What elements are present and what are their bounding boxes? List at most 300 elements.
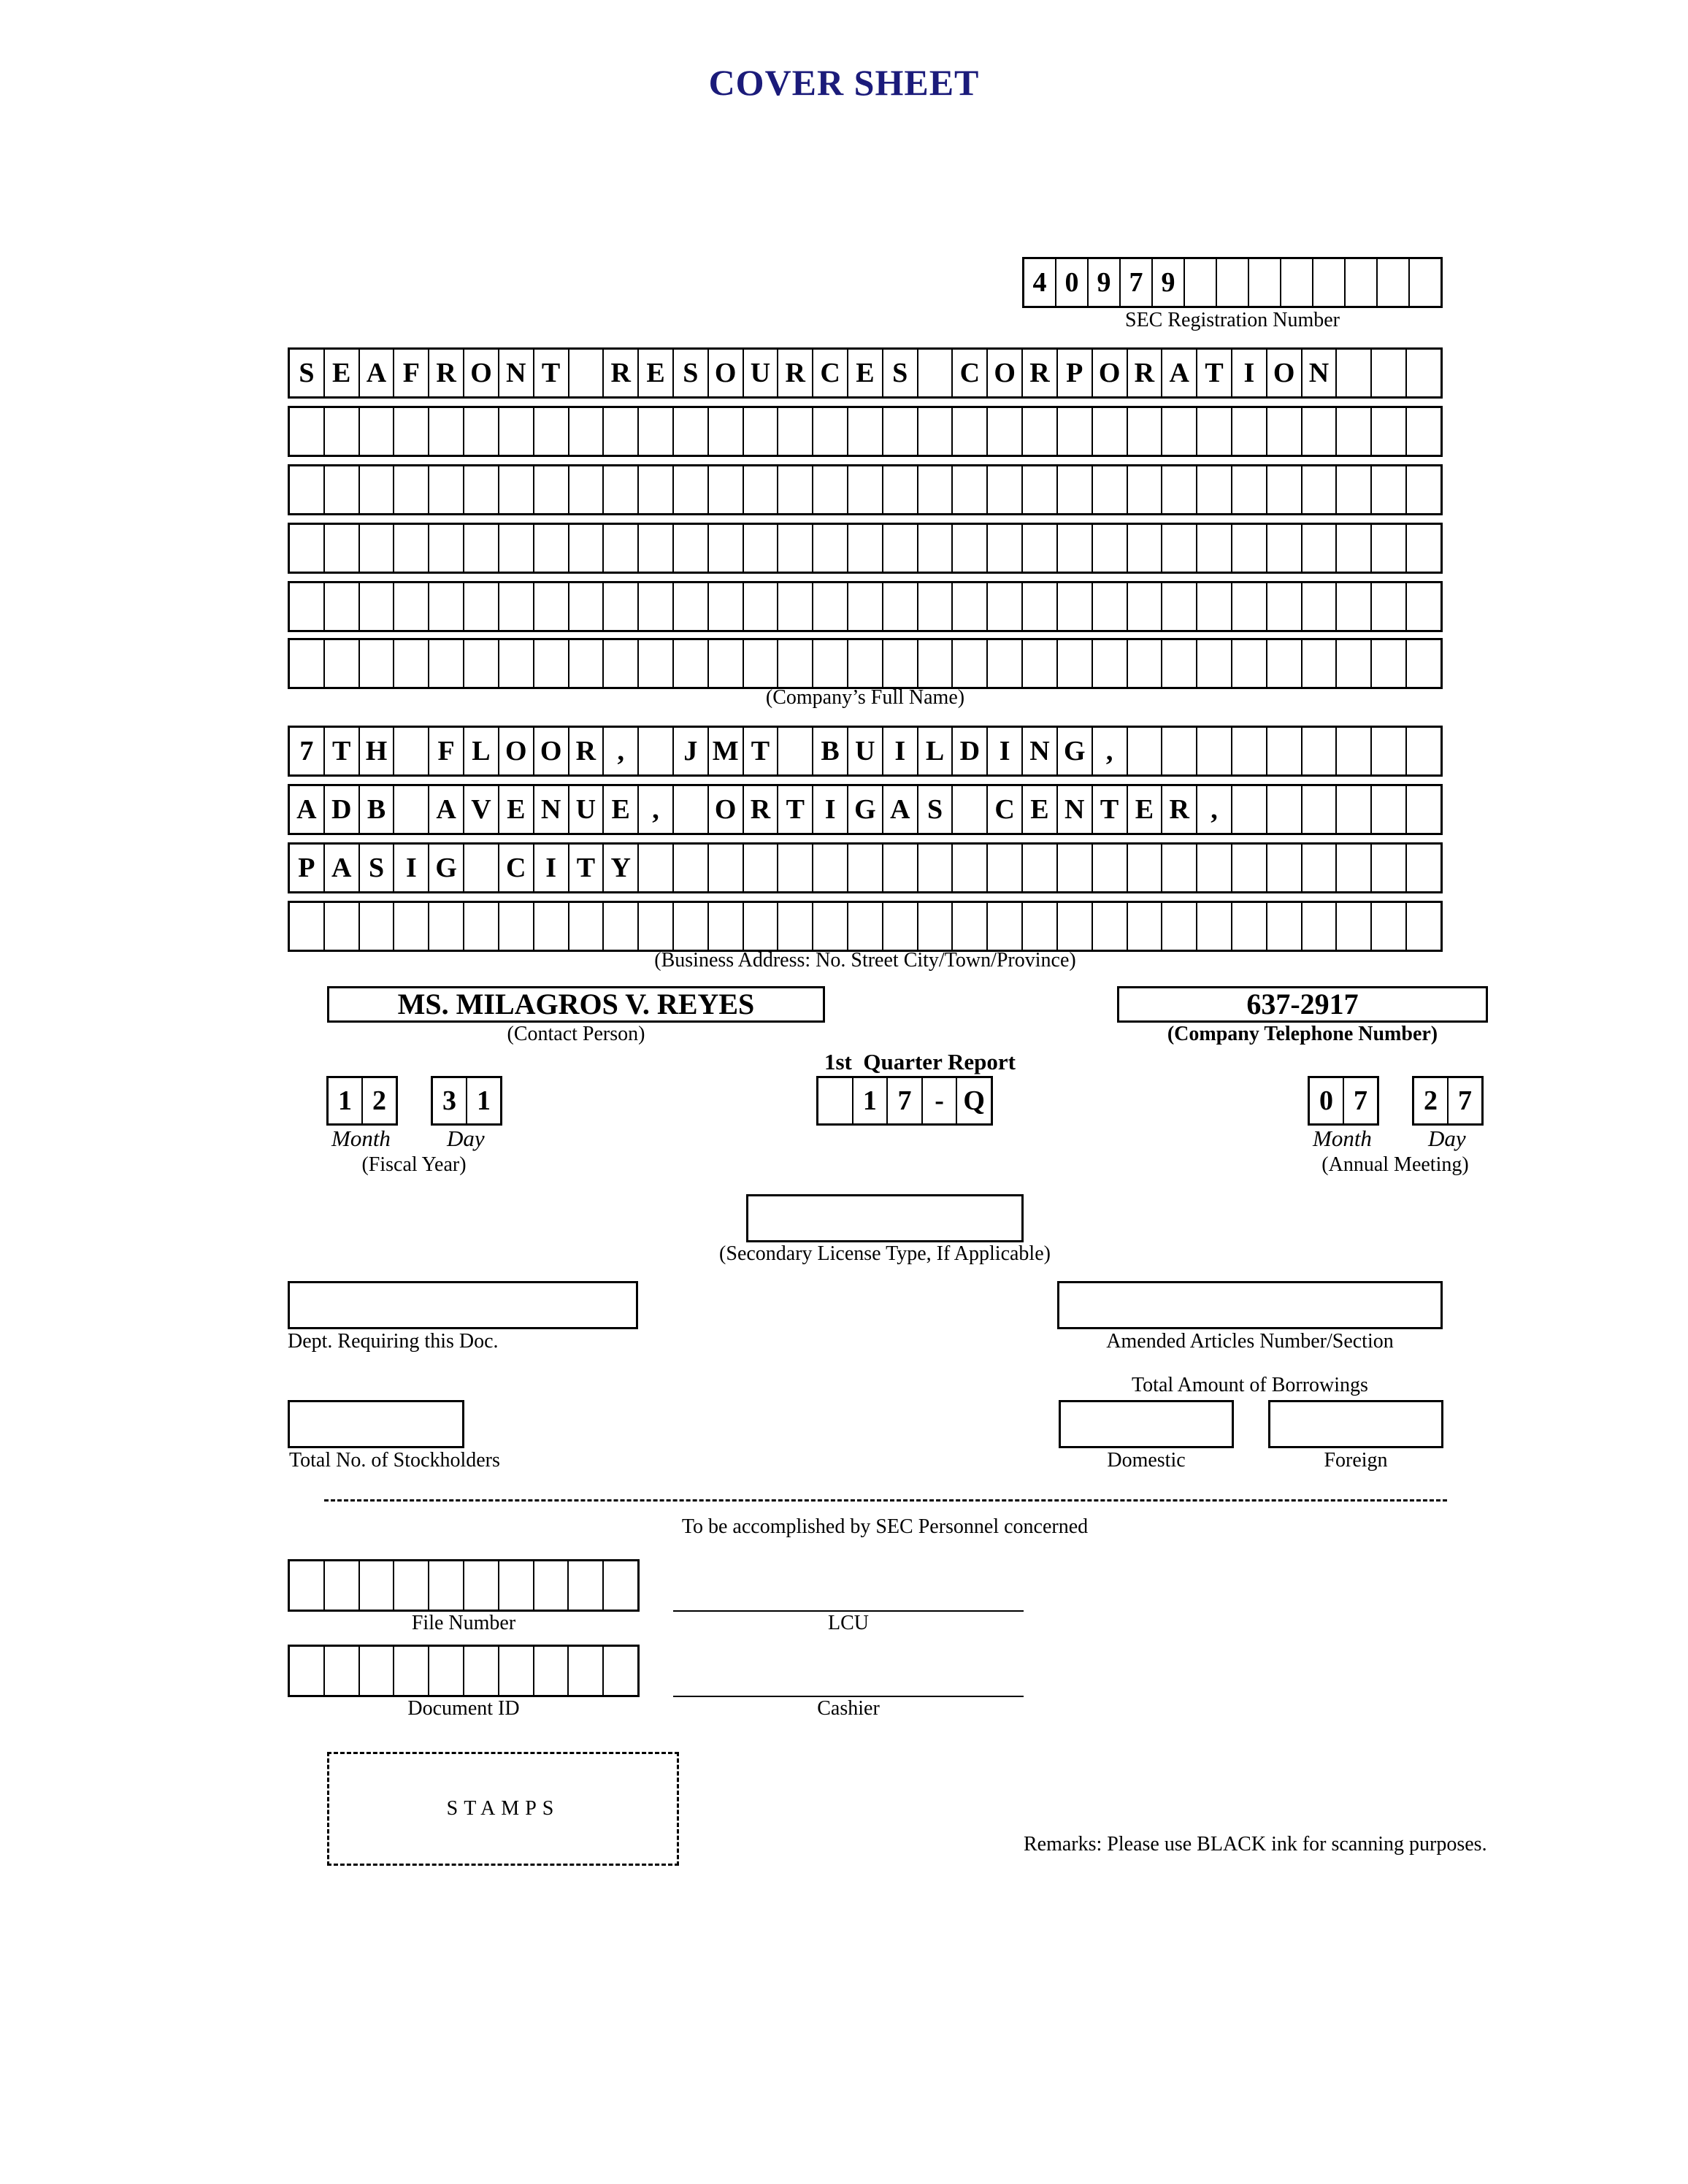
- company-name-char-cell[interactable]: [1372, 525, 1407, 572]
- company-name-char-cell[interactable]: [604, 408, 639, 455]
- company-name-char-cell[interactable]: [813, 408, 848, 455]
- document-id-cell[interactable]: [429, 1647, 464, 1695]
- company-name-char-cell[interactable]: [1267, 640, 1303, 687]
- sec-digit-cell[interactable]: [1249, 259, 1281, 306]
- address-char-cell[interactable]: U: [848, 728, 883, 774]
- address-char-cell[interactable]: D: [953, 728, 988, 774]
- company-name-char-cell[interactable]: [1303, 408, 1338, 455]
- address-char-cell[interactable]: [744, 903, 779, 950]
- address-char-cell[interactable]: [848, 903, 883, 950]
- address-row[interactable]: [288, 784, 1443, 835]
- company-name-char-cell[interactable]: [569, 525, 605, 572]
- company-name-char-cell[interactable]: [1058, 408, 1093, 455]
- address-char-cell[interactable]: [674, 786, 709, 833]
- company-name-char-cell[interactable]: [290, 583, 325, 630]
- company-name-char-cell[interactable]: [534, 583, 569, 630]
- address-char-cell[interactable]: N: [1058, 786, 1093, 833]
- company-name-char-cell[interactable]: [290, 640, 325, 687]
- company-name-char-cell[interactable]: [988, 466, 1023, 513]
- sec-digit-cell[interactable]: [1217, 259, 1249, 306]
- address-char-cell[interactable]: N: [534, 786, 569, 833]
- address-char-cell[interactable]: [1407, 845, 1440, 891]
- address-char-cell[interactable]: [674, 903, 709, 950]
- address-char-cell[interactable]: U: [569, 786, 605, 833]
- file-number-cell[interactable]: [464, 1561, 499, 1610]
- address-char-cell[interactable]: G: [848, 786, 883, 833]
- company-name-char-cell[interactable]: [1023, 466, 1058, 513]
- address-char-cell[interactable]: T: [569, 845, 605, 891]
- company-name-char-cell[interactable]: S: [674, 350, 709, 396]
- company-name-char-cell[interactable]: [639, 408, 674, 455]
- address-char-cell[interactable]: N: [1023, 728, 1058, 774]
- company-name-char-cell[interactable]: [1197, 408, 1232, 455]
- company-name-char-cell[interactable]: [1232, 408, 1267, 455]
- address-char-cell[interactable]: E: [604, 786, 639, 833]
- company-name-char-cell[interactable]: [813, 640, 848, 687]
- file-number-cell[interactable]: [534, 1561, 569, 1610]
- secondary-license-field[interactable]: [746, 1194, 1024, 1242]
- address-char-cell[interactable]: [1023, 903, 1058, 950]
- sec-digit-cell[interactable]: 7: [1121, 259, 1153, 306]
- company-name-char-cell[interactable]: [1372, 583, 1407, 630]
- company-name-char-cell[interactable]: [953, 525, 988, 572]
- company-name-char-cell[interactable]: [1267, 583, 1303, 630]
- company-name-char-cell[interactable]: [1128, 640, 1163, 687]
- document-id-cell[interactable]: [360, 1647, 395, 1695]
- company-name-char-cell[interactable]: [639, 583, 674, 630]
- sec-digit-cell[interactable]: [1378, 259, 1410, 306]
- company-name-char-cell[interactable]: [988, 408, 1023, 455]
- company-name-char-cell[interactable]: F: [394, 350, 429, 396]
- company-name-char-cell[interactable]: [569, 350, 605, 396]
- address-char-cell[interactable]: R: [569, 728, 605, 774]
- company-name-char-cell[interactable]: O: [1093, 350, 1128, 396]
- company-name-char-cell[interactable]: N: [499, 350, 534, 396]
- address-char-cell[interactable]: [709, 903, 744, 950]
- company-name-char-cell[interactable]: [325, 466, 360, 513]
- company-name-char-cell[interactable]: [534, 640, 569, 687]
- digit-cell[interactable]: 7: [1354, 1085, 1367, 1116]
- address-char-cell[interactable]: J: [674, 728, 709, 774]
- company-name-char-cell[interactable]: [744, 408, 779, 455]
- company-name-char-cell[interactable]: [290, 408, 325, 455]
- company-name-char-cell[interactable]: [604, 525, 639, 572]
- company-name-char-cell[interactable]: [499, 525, 534, 572]
- address-char-cell[interactable]: [1232, 903, 1267, 950]
- document-id-cell[interactable]: [534, 1647, 569, 1695]
- digit-cell[interactable]: 2: [1414, 1078, 1449, 1123]
- company-name-char-cell[interactable]: [883, 640, 918, 687]
- company-name-char-cell[interactable]: [918, 350, 954, 396]
- address-char-cell[interactable]: [883, 903, 918, 950]
- company-name-char-cell[interactable]: E: [639, 350, 674, 396]
- company-name-char-cell[interactable]: [953, 583, 988, 630]
- company-name-char-cell[interactable]: [1232, 640, 1267, 687]
- company-name-char-cell[interactable]: [569, 408, 605, 455]
- address-char-cell[interactable]: ,: [604, 728, 639, 774]
- document-id-cell[interactable]: [290, 1647, 325, 1695]
- annual-meeting-day-grid[interactable]: [1412, 1076, 1484, 1126]
- address-char-cell[interactable]: ,: [1093, 728, 1128, 774]
- company-name-char-cell[interactable]: [1303, 583, 1338, 630]
- digit-cell[interactable]: 0: [1310, 1078, 1344, 1123]
- company-name-char-cell[interactable]: R: [1023, 350, 1058, 396]
- fiscal-year-day-grid[interactable]: [431, 1076, 502, 1126]
- company-name-char-cell[interactable]: [883, 466, 918, 513]
- company-name-char-cell[interactable]: [813, 525, 848, 572]
- address-char-cell[interactable]: [1128, 903, 1163, 950]
- digit-cell[interactable]: 2: [372, 1085, 386, 1116]
- digit-cell[interactable]: 3: [433, 1078, 467, 1123]
- company-name-char-cell[interactable]: I: [1232, 350, 1267, 396]
- address-char-cell[interactable]: [1197, 845, 1232, 891]
- company-name-char-cell[interactable]: [1372, 408, 1407, 455]
- company-name-row[interactable]: [288, 581, 1443, 632]
- company-name-char-cell[interactable]: [604, 640, 639, 687]
- company-name-char-cell[interactable]: O: [464, 350, 499, 396]
- sec-digit-cell[interactable]: 9: [1153, 259, 1185, 306]
- address-char-cell[interactable]: R: [1162, 786, 1197, 833]
- address-char-cell[interactable]: [429, 903, 464, 950]
- address-char-cell[interactable]: 7: [290, 728, 325, 774]
- company-name-char-cell[interactable]: [1372, 350, 1407, 396]
- company-name-char-cell[interactable]: [1337, 408, 1372, 455]
- company-name-char-cell[interactable]: [1058, 583, 1093, 630]
- sec-digit-cell[interactable]: 9: [1089, 259, 1121, 306]
- address-char-cell[interactable]: [988, 845, 1023, 891]
- file-number-cell[interactable]: [360, 1561, 395, 1610]
- company-name-char-cell[interactable]: O: [709, 350, 744, 396]
- annual-meeting-month-grid[interactable]: [1308, 1076, 1379, 1126]
- company-name-char-cell[interactable]: [290, 525, 325, 572]
- company-name-char-cell[interactable]: [1407, 466, 1440, 513]
- company-name-char-cell[interactable]: [464, 525, 499, 572]
- company-name-char-cell[interactable]: [778, 466, 813, 513]
- company-name-char-cell[interactable]: [1197, 640, 1232, 687]
- company-name-char-cell[interactable]: [534, 408, 569, 455]
- company-name-char-cell[interactable]: [918, 525, 954, 572]
- company-name-char-cell[interactable]: [394, 408, 429, 455]
- address-char-cell[interactable]: T: [778, 786, 813, 833]
- address-char-cell[interactable]: R: [744, 786, 779, 833]
- company-name-char-cell[interactable]: [325, 640, 360, 687]
- address-char-cell[interactable]: [360, 903, 395, 950]
- stockholders-field[interactable]: [288, 1400, 464, 1448]
- digit-cell[interactable]: 1: [329, 1078, 363, 1123]
- domestic-field[interactable]: [1059, 1400, 1234, 1448]
- address-char-cell[interactable]: [1093, 903, 1128, 950]
- company-name-char-cell[interactable]: [325, 525, 360, 572]
- address-char-cell[interactable]: [1337, 903, 1372, 950]
- address-char-cell[interactable]: [1197, 903, 1232, 950]
- address-char-cell[interactable]: [918, 845, 954, 891]
- company-name-char-cell[interactable]: [1337, 466, 1372, 513]
- company-name-char-cell[interactable]: [813, 466, 848, 513]
- company-name-char-cell[interactable]: [709, 525, 744, 572]
- company-name-row[interactable]: [288, 523, 1443, 574]
- address-char-cell[interactable]: E: [499, 786, 534, 833]
- address-char-cell[interactable]: Y: [604, 845, 639, 891]
- address-char-cell[interactable]: [778, 845, 813, 891]
- company-name-char-cell[interactable]: [918, 408, 954, 455]
- company-name-char-cell[interactable]: [360, 408, 395, 455]
- form-type-grid[interactable]: [816, 1076, 993, 1126]
- fiscal-year-month-grid[interactable]: [326, 1076, 398, 1126]
- address-char-cell[interactable]: H: [360, 728, 395, 774]
- company-name-char-cell[interactable]: [1267, 525, 1303, 572]
- company-name-char-cell[interactable]: [464, 583, 499, 630]
- address-char-cell[interactable]: C: [499, 845, 534, 891]
- address-char-cell[interactable]: I: [988, 728, 1023, 774]
- company-name-char-cell[interactable]: [674, 466, 709, 513]
- file-number-cell[interactable]: [325, 1561, 360, 1610]
- telephone-field[interactable]: 637-2917: [1117, 986, 1488, 1023]
- address-char-cell[interactable]: [1128, 728, 1163, 774]
- company-name-char-cell[interactable]: [499, 408, 534, 455]
- company-name-char-cell[interactable]: R: [1128, 350, 1163, 396]
- company-name-char-cell[interactable]: [499, 583, 534, 630]
- company-name-char-cell[interactable]: C: [813, 350, 848, 396]
- address-char-cell[interactable]: I: [813, 786, 848, 833]
- company-name-char-cell[interactable]: [1197, 466, 1232, 513]
- company-name-char-cell[interactable]: [1337, 583, 1372, 630]
- digit-cell[interactable]: 1: [477, 1085, 491, 1116]
- address-char-cell[interactable]: C: [988, 786, 1023, 833]
- company-name-char-cell[interactable]: [360, 583, 395, 630]
- company-name-char-cell[interactable]: [360, 466, 395, 513]
- company-name-char-cell[interactable]: [604, 466, 639, 513]
- address-char-cell[interactable]: [1303, 845, 1338, 891]
- document-id-cell[interactable]: [604, 1647, 637, 1695]
- company-name-char-cell[interactable]: [1197, 525, 1232, 572]
- company-name-char-cell[interactable]: [674, 583, 709, 630]
- company-name-char-cell[interactable]: [1337, 350, 1372, 396]
- company-name-char-cell[interactable]: [883, 525, 918, 572]
- company-name-char-cell[interactable]: [499, 640, 534, 687]
- sec-digit-cell[interactable]: [1185, 259, 1217, 306]
- company-name-char-cell[interactable]: [429, 583, 464, 630]
- company-name-char-cell[interactable]: [534, 525, 569, 572]
- address-char-cell[interactable]: [1058, 845, 1093, 891]
- company-name-char-cell[interactable]: [1162, 525, 1197, 572]
- address-char-cell[interactable]: [1232, 728, 1267, 774]
- company-name-char-cell[interactable]: [325, 583, 360, 630]
- company-name-char-cell[interactable]: [1267, 466, 1303, 513]
- file-number-grid[interactable]: [288, 1559, 640, 1612]
- sec-digit-cell[interactable]: [1313, 259, 1346, 306]
- address-char-cell[interactable]: [394, 728, 429, 774]
- company-name-char-cell[interactable]: [639, 640, 674, 687]
- company-name-char-cell[interactable]: [569, 583, 605, 630]
- address-char-cell[interactable]: [394, 786, 429, 833]
- sec-digit-cell[interactable]: [1410, 259, 1440, 306]
- company-name-char-cell[interactable]: E: [325, 350, 360, 396]
- address-char-cell[interactable]: [848, 845, 883, 891]
- company-name-char-cell[interactable]: [674, 525, 709, 572]
- company-name-char-cell[interactable]: [394, 640, 429, 687]
- company-name-char-cell[interactable]: [290, 466, 325, 513]
- address-char-cell[interactable]: [1303, 786, 1338, 833]
- address-char-cell[interactable]: [1407, 903, 1440, 950]
- document-id-cell[interactable]: [464, 1647, 499, 1695]
- company-name-char-cell[interactable]: [674, 640, 709, 687]
- address-char-cell[interactable]: M: [709, 728, 744, 774]
- company-name-char-cell[interactable]: [883, 583, 918, 630]
- company-name-char-cell[interactable]: [709, 466, 744, 513]
- address-char-cell[interactable]: I: [394, 845, 429, 891]
- company-name-char-cell[interactable]: T: [534, 350, 569, 396]
- address-char-cell[interactable]: [394, 903, 429, 950]
- company-name-char-cell[interactable]: [848, 525, 883, 572]
- company-name-char-cell[interactable]: [1232, 583, 1267, 630]
- company-name-char-cell[interactable]: A: [1162, 350, 1197, 396]
- company-name-char-cell[interactable]: [1337, 525, 1372, 572]
- address-char-cell[interactable]: G: [1058, 728, 1093, 774]
- form-type-cell[interactable]: Q: [963, 1085, 985, 1116]
- company-name-char-cell[interactable]: A: [360, 350, 395, 396]
- company-name-char-cell[interactable]: [778, 525, 813, 572]
- company-name-char-cell[interactable]: [394, 525, 429, 572]
- address-char-cell[interactable]: G: [429, 845, 464, 891]
- company-name-char-cell[interactable]: [744, 583, 779, 630]
- address-char-cell[interactable]: [674, 845, 709, 891]
- company-name-char-cell[interactable]: [848, 408, 883, 455]
- company-name-char-cell[interactable]: N: [1303, 350, 1338, 396]
- company-name-char-cell[interactable]: [1093, 466, 1128, 513]
- company-name-char-cell[interactable]: [848, 640, 883, 687]
- address-char-cell[interactable]: [1303, 728, 1338, 774]
- company-name-char-cell[interactable]: P: [1058, 350, 1093, 396]
- company-name-char-cell[interactable]: [848, 466, 883, 513]
- address-char-cell[interactable]: [1372, 845, 1407, 891]
- company-name-char-cell[interactable]: [429, 525, 464, 572]
- company-name-char-cell[interactable]: [499, 466, 534, 513]
- company-name-char-cell[interactable]: [709, 408, 744, 455]
- address-char-cell[interactable]: ,: [639, 786, 674, 833]
- address-row[interactable]: [288, 726, 1443, 777]
- company-name-char-cell[interactable]: [1093, 640, 1128, 687]
- address-char-cell[interactable]: [639, 728, 674, 774]
- address-char-cell[interactable]: [1232, 845, 1267, 891]
- address-char-cell[interactable]: [534, 903, 569, 950]
- contact-person-field[interactable]: MS. MILAGROS V. REYES: [327, 986, 825, 1023]
- company-name-char-cell[interactable]: [918, 466, 954, 513]
- address-char-cell[interactable]: [709, 845, 744, 891]
- digit-cell[interactable]: 7: [1458, 1085, 1472, 1116]
- company-name-char-cell[interactable]: [1407, 640, 1440, 687]
- company-name-char-cell[interactable]: [744, 525, 779, 572]
- company-name-char-cell[interactable]: [569, 640, 605, 687]
- address-char-cell[interactable]: L: [464, 728, 499, 774]
- company-name-char-cell[interactable]: [1197, 583, 1232, 630]
- company-name-char-cell[interactable]: [360, 640, 395, 687]
- company-name-char-cell[interactable]: [953, 466, 988, 513]
- company-name-char-cell[interactable]: [1303, 466, 1338, 513]
- address-char-cell[interactable]: [1337, 845, 1372, 891]
- address-char-cell[interactable]: T: [744, 728, 779, 774]
- company-name-char-cell[interactable]: [988, 583, 1023, 630]
- address-char-cell[interactable]: A: [883, 786, 918, 833]
- address-char-cell[interactable]: [1337, 728, 1372, 774]
- company-name-row[interactable]: [288, 464, 1443, 515]
- company-name-char-cell[interactable]: [1407, 350, 1440, 396]
- address-char-cell[interactable]: I: [883, 728, 918, 774]
- company-name-char-cell[interactable]: [848, 583, 883, 630]
- form-type-cell[interactable]: -: [923, 1078, 958, 1123]
- foreign-field[interactable]: [1268, 1400, 1443, 1448]
- address-char-cell[interactable]: [290, 903, 325, 950]
- company-name-char-cell[interactable]: [1128, 525, 1163, 572]
- company-name-char-cell[interactable]: [1162, 408, 1197, 455]
- form-type-cell[interactable]: [818, 1078, 853, 1123]
- address-char-cell[interactable]: [499, 903, 534, 950]
- company-name-row[interactable]: [288, 406, 1443, 457]
- company-name-char-cell[interactable]: [1128, 583, 1163, 630]
- company-name-char-cell[interactable]: [1303, 525, 1338, 572]
- company-name-char-cell[interactable]: [429, 466, 464, 513]
- address-char-cell[interactable]: [744, 845, 779, 891]
- address-char-cell[interactable]: [883, 845, 918, 891]
- address-char-cell[interactable]: [464, 845, 499, 891]
- company-name-char-cell[interactable]: [1232, 466, 1267, 513]
- address-char-cell[interactable]: [1407, 786, 1440, 833]
- company-name-char-cell[interactable]: R: [604, 350, 639, 396]
- company-name-char-cell[interactable]: [918, 583, 954, 630]
- address-char-cell[interactable]: E: [1023, 786, 1058, 833]
- company-name-char-cell[interactable]: [988, 640, 1023, 687]
- company-name-char-cell[interactable]: [429, 640, 464, 687]
- address-char-cell[interactable]: [1267, 786, 1303, 833]
- address-char-cell[interactable]: A: [290, 786, 325, 833]
- company-name-char-cell[interactable]: [953, 408, 988, 455]
- company-name-char-cell[interactable]: [1058, 640, 1093, 687]
- company-name-char-cell[interactable]: [1372, 640, 1407, 687]
- address-char-cell[interactable]: O: [709, 786, 744, 833]
- company-name-char-cell[interactable]: [1267, 408, 1303, 455]
- company-name-char-cell[interactable]: [1303, 640, 1338, 687]
- company-name-char-cell[interactable]: [1023, 583, 1058, 630]
- address-char-cell[interactable]: S: [360, 845, 395, 891]
- company-name-char-cell[interactable]: [1372, 466, 1407, 513]
- amended-articles-field[interactable]: [1057, 1281, 1443, 1329]
- address-char-cell[interactable]: [1093, 845, 1128, 891]
- address-char-cell[interactable]: I: [534, 845, 569, 891]
- company-name-char-cell[interactable]: [744, 640, 779, 687]
- company-name-char-cell[interactable]: [1023, 525, 1058, 572]
- sec-registration-grid[interactable]: [1022, 257, 1443, 308]
- company-name-char-cell[interactable]: [360, 525, 395, 572]
- address-char-cell[interactable]: A: [429, 786, 464, 833]
- company-name-char-cell[interactable]: [1128, 466, 1163, 513]
- company-name-char-cell[interactable]: [1058, 466, 1093, 513]
- address-char-cell[interactable]: [1232, 786, 1267, 833]
- address-char-cell[interactable]: [813, 903, 848, 950]
- address-char-cell[interactable]: L: [918, 728, 954, 774]
- sec-digit-cell[interactable]: 4: [1024, 259, 1056, 306]
- sec-digit-cell[interactable]: [1346, 259, 1378, 306]
- address-char-cell[interactable]: [325, 903, 360, 950]
- address-char-cell[interactable]: [1372, 786, 1407, 833]
- address-char-cell[interactable]: O: [499, 728, 534, 774]
- address-char-cell[interactable]: F: [429, 728, 464, 774]
- company-name-char-cell[interactable]: [709, 640, 744, 687]
- address-char-cell[interactable]: [813, 845, 848, 891]
- form-type-cell[interactable]: 1: [853, 1078, 889, 1123]
- company-name-char-cell[interactable]: [953, 640, 988, 687]
- address-char-cell[interactable]: [918, 903, 954, 950]
- company-name-char-cell[interactable]: [1023, 640, 1058, 687]
- company-name-char-cell[interactable]: [674, 408, 709, 455]
